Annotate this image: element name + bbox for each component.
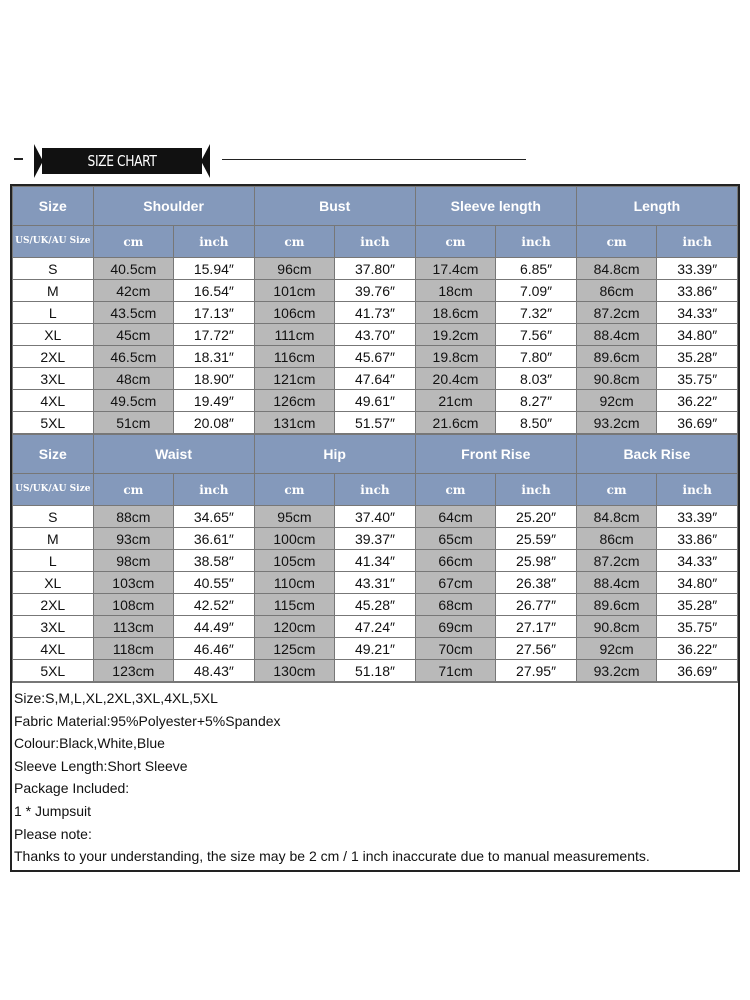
table-row	[13, 506, 738, 528]
measure-cell: 93cm	[93, 528, 174, 550]
header-measure: Shoulder	[93, 187, 254, 226]
measure-cell: 36.69″	[657, 412, 738, 434]
measure-cell: 34.80″	[657, 572, 738, 594]
region-label: US/UK/AU Size	[13, 226, 94, 258]
size-cell: 3XL	[13, 616, 94, 638]
measure-cell: 42.52″	[174, 594, 255, 616]
measure-cell: 106cm	[254, 302, 335, 324]
measure-cell: 17.4cm	[415, 258, 496, 280]
header-measure: Bust	[254, 187, 415, 226]
note-line: Colour:Black,White,Blue	[14, 735, 165, 752]
measure-cell: 27.95″	[496, 660, 577, 682]
measure-cell: 101cm	[254, 280, 335, 302]
size-cell: 2XL	[13, 346, 94, 368]
measure-cell: 45.28″	[335, 594, 416, 616]
unit-label: inch	[496, 474, 577, 506]
measure-cell: 19.2cm	[415, 324, 496, 346]
note-line: Thanks to your understanding, the size may be 2 cm / 1 inch inaccurate due to manual measurements.	[14, 848, 650, 865]
measure-cell: 49.5cm	[93, 390, 174, 412]
measure-cell: 18cm	[415, 280, 496, 302]
measure-cell: 65cm	[415, 528, 496, 550]
measure-cell: 88cm	[93, 506, 174, 528]
size-cell: 4XL	[13, 638, 94, 660]
measure-cell: 33.39″	[657, 506, 738, 528]
size-cell: 2XL	[13, 594, 94, 616]
measure-cell: 84.8cm	[576, 258, 657, 280]
unit-label: cm	[576, 226, 657, 258]
measure-cell: 27.56″	[496, 638, 577, 660]
measure-cell: 34.33″	[657, 302, 738, 324]
measure-cell: 26.38″	[496, 572, 577, 594]
measure-cell: 37.80″	[335, 258, 416, 280]
measure-cell: 131cm	[254, 412, 335, 434]
measure-cell: 118cm	[93, 638, 174, 660]
measure-cell: 90.8cm	[576, 368, 657, 390]
unit-label: inch	[657, 226, 738, 258]
measure-cell: 44.49″	[174, 616, 255, 638]
measure-cell: 43.70″	[335, 324, 416, 346]
note-line: Sleeve Length:Short Sleeve	[14, 757, 188, 774]
measure-cell: 17.72″	[174, 324, 255, 346]
measure-cell: 45cm	[93, 324, 174, 346]
measure-cell: 18.90″	[174, 368, 255, 390]
unit-label: inch	[174, 226, 255, 258]
table-row	[13, 258, 738, 280]
table-row	[13, 550, 738, 572]
table-row	[13, 302, 738, 324]
table-row	[13, 390, 738, 412]
measure-cell: 126cm	[254, 390, 335, 412]
unit-label: inch	[335, 226, 416, 258]
measure-cell: 35.75″	[657, 616, 738, 638]
measure-cell: 41.73″	[335, 302, 416, 324]
measure-cell: 19.8cm	[415, 346, 496, 368]
unit-label: cm	[415, 474, 496, 506]
measure-cell: 92cm	[576, 390, 657, 412]
note-line: Please note:	[14, 825, 92, 842]
measure-cell: 51.18″	[335, 660, 416, 682]
measure-cell: 48cm	[93, 368, 174, 390]
banner-rule	[222, 159, 526, 160]
measure-cell: 49.61″	[335, 390, 416, 412]
measure-cell: 35.28″	[657, 346, 738, 368]
measure-cell: 92cm	[576, 638, 657, 660]
measure-cell: 20.4cm	[415, 368, 496, 390]
measure-cell: 26.77″	[496, 594, 577, 616]
unit-label: inch	[657, 474, 738, 506]
table-row	[13, 660, 738, 682]
measure-cell: 18.31″	[174, 346, 255, 368]
table-row	[13, 346, 738, 368]
measure-cell: 8.50″	[496, 412, 577, 434]
size-cell: L	[13, 302, 94, 324]
measure-cell: 21.6cm	[415, 412, 496, 434]
unit-label: cm	[93, 474, 174, 506]
measure-cell: 125cm	[254, 638, 335, 660]
measure-cell: 88.4cm	[576, 572, 657, 594]
measure-cell: 105cm	[254, 550, 335, 572]
measure-cell: 42cm	[93, 280, 174, 302]
size-cell: S	[13, 258, 94, 280]
measure-cell: 93.2cm	[576, 412, 657, 434]
size-cell: M	[13, 280, 94, 302]
measure-cell: 27.17″	[496, 616, 577, 638]
measure-cell: 100cm	[254, 528, 335, 550]
measure-cell: 39.76″	[335, 280, 416, 302]
table-row	[13, 324, 738, 346]
measure-cell: 35.75″	[657, 368, 738, 390]
header-measure: Front Rise	[415, 435, 576, 474]
header-measure: Waist	[93, 435, 254, 474]
measure-cell: 90.8cm	[576, 616, 657, 638]
measure-cell: 49.21″	[335, 638, 416, 660]
measure-cell: 46.46″	[174, 638, 255, 660]
measure-cell: 8.27″	[496, 390, 577, 412]
measure-cell: 121cm	[254, 368, 335, 390]
size-cell: 5XL	[13, 660, 94, 682]
measure-cell: 69cm	[415, 616, 496, 638]
measure-cell: 40.55″	[174, 572, 255, 594]
measure-cell: 6.85″	[496, 258, 577, 280]
banner-title: SIZE CHART	[87, 152, 157, 170]
measure-cell: 18.6cm	[415, 302, 496, 324]
measure-cell: 33.86″	[657, 280, 738, 302]
measure-cell: 93.2cm	[576, 660, 657, 682]
measure-cell: 68cm	[415, 594, 496, 616]
measure-cell: 7.56″	[496, 324, 577, 346]
header-size: Size	[13, 187, 94, 226]
table-row	[13, 528, 738, 550]
measure-cell: 86cm	[576, 280, 657, 302]
product-notes	[12, 682, 738, 870]
measure-cell: 70cm	[415, 638, 496, 660]
table-row	[13, 412, 738, 434]
measure-cell: 7.09″	[496, 280, 577, 302]
measure-cell: 7.32″	[496, 302, 577, 324]
measure-cell: 40.5cm	[93, 258, 174, 280]
table-row	[13, 638, 738, 660]
measure-cell: 123cm	[93, 660, 174, 682]
measure-cell: 36.22″	[657, 638, 738, 660]
measure-cell: 108cm	[93, 594, 174, 616]
measure-cell: 17.13″	[174, 302, 255, 324]
measure-cell: 46.5cm	[93, 346, 174, 368]
measure-cell: 95cm	[254, 506, 335, 528]
measure-cell: 64cm	[415, 506, 496, 528]
measure-cell: 103cm	[93, 572, 174, 594]
size-table-lower	[12, 434, 738, 682]
measure-cell: 98cm	[93, 550, 174, 572]
measure-cell: 19.49″	[174, 390, 255, 412]
measure-cell: 130cm	[254, 660, 335, 682]
note-line: Package Included:	[14, 780, 130, 797]
size-table-upper	[12, 186, 738, 434]
measure-cell: 45.67″	[335, 346, 416, 368]
header-measure: Hip	[254, 435, 415, 474]
measure-cell: 66cm	[415, 550, 496, 572]
measure-cell: 25.20″	[496, 506, 577, 528]
header-measure: Length	[576, 187, 737, 226]
size-chart-sheet	[10, 184, 740, 872]
measure-cell: 86cm	[576, 528, 657, 550]
measure-cell: 8.03″	[496, 368, 577, 390]
measure-cell: 47.24″	[335, 616, 416, 638]
measure-cell: 38.58″	[174, 550, 255, 572]
table-row	[13, 572, 738, 594]
measure-cell: 84.8cm	[576, 506, 657, 528]
size-cell: XL	[13, 324, 94, 346]
measure-cell: 20.08″	[174, 412, 255, 434]
header-measure: Back Rise	[576, 435, 737, 474]
measure-cell: 34.33″	[657, 550, 738, 572]
unit-label: inch	[496, 226, 577, 258]
measure-cell: 7.80″	[496, 346, 577, 368]
measure-cell: 87.2cm	[576, 550, 657, 572]
measure-cell: 47.64″	[335, 368, 416, 390]
banner-dash	[14, 158, 23, 160]
units-row	[13, 226, 738, 258]
table-row	[13, 280, 738, 302]
measure-cell: 25.59″	[496, 528, 577, 550]
unit-label: inch	[174, 474, 255, 506]
measure-cell: 33.86″	[657, 528, 738, 550]
header-row	[13, 187, 738, 226]
measure-cell: 39.37″	[335, 528, 416, 550]
size-cell: L	[13, 550, 94, 572]
unit-label: inch	[335, 474, 416, 506]
header-measure: Sleeve length	[415, 187, 576, 226]
size-cell: 5XL	[13, 412, 94, 434]
measure-cell: 120cm	[254, 616, 335, 638]
measure-cell: 116cm	[254, 346, 335, 368]
size-cell: 4XL	[13, 390, 94, 412]
header-row	[13, 435, 738, 474]
measure-cell: 36.22″	[657, 390, 738, 412]
unit-label: cm	[576, 474, 657, 506]
measure-cell: 110cm	[254, 572, 335, 594]
region-label: US/UK/AU Size	[13, 474, 94, 506]
measure-cell: 25.98″	[496, 550, 577, 572]
size-cell: XL	[13, 572, 94, 594]
measure-cell: 36.61″	[174, 528, 255, 550]
size-chart-banner	[0, 140, 750, 182]
measure-cell: 89.6cm	[576, 346, 657, 368]
measure-cell: 16.54″	[174, 280, 255, 302]
measure-cell: 41.34″	[335, 550, 416, 572]
measure-cell: 96cm	[254, 258, 335, 280]
table-row	[13, 368, 738, 390]
measure-cell: 51cm	[93, 412, 174, 434]
size-cell: M	[13, 528, 94, 550]
units-row	[13, 474, 738, 506]
note-line: Size:S,M,L,XL,2XL,3XL,4XL,5XL	[14, 690, 218, 706]
size-cell: S	[13, 506, 94, 528]
measure-cell: 37.40″	[335, 506, 416, 528]
measure-cell: 15.94″	[174, 258, 255, 280]
size-cell: 3XL	[13, 368, 94, 390]
measure-cell: 88.4cm	[576, 324, 657, 346]
measure-cell: 115cm	[254, 594, 335, 616]
note-line: 1 * Jumpsuit	[14, 802, 92, 819]
unit-label: cm	[93, 226, 174, 258]
table-row	[13, 594, 738, 616]
measure-cell: 33.39″	[657, 258, 738, 280]
measure-cell: 34.80″	[657, 324, 738, 346]
measure-cell: 51.57″	[335, 412, 416, 434]
unit-label: cm	[254, 474, 335, 506]
unit-label: cm	[415, 226, 496, 258]
measure-cell: 43.31″	[335, 572, 416, 594]
measure-cell: 35.28″	[657, 594, 738, 616]
measure-cell: 89.6cm	[576, 594, 657, 616]
header-size: Size	[13, 435, 94, 474]
measure-cell: 34.65″	[174, 506, 255, 528]
table-row	[13, 616, 738, 638]
measure-cell: 111cm	[254, 324, 335, 346]
measure-cell: 36.69″	[657, 660, 738, 682]
measure-cell: 67cm	[415, 572, 496, 594]
measure-cell: 21cm	[415, 390, 496, 412]
measure-cell: 113cm	[93, 616, 174, 638]
measure-cell: 87.2cm	[576, 302, 657, 324]
measure-cell: 48.43″	[174, 660, 255, 682]
banner-ribbon	[34, 144, 210, 178]
measure-cell: 43.5cm	[93, 302, 174, 324]
note-line: Fabric Material:95%Polyester+5%Spandex	[14, 712, 281, 729]
unit-label: cm	[254, 226, 335, 258]
measure-cell: 71cm	[415, 660, 496, 682]
